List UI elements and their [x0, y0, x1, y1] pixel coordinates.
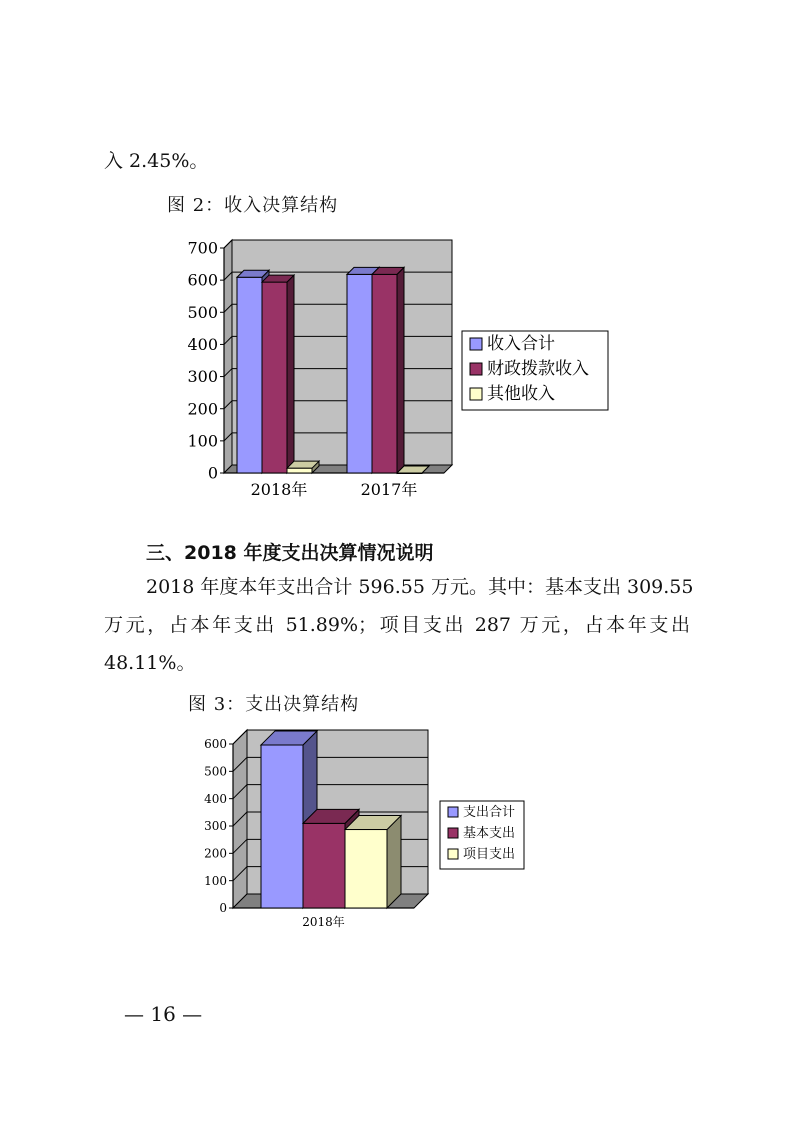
bar-1-1: [261, 745, 303, 908]
figure-3-caption: 图 3：支出决算结构: [188, 694, 360, 715]
bar-2-1: [347, 274, 372, 473]
chart-expenditure-structure: [0, 730, 793, 940]
text-line-continuation: 入 2.45%。: [104, 150, 209, 172]
figure-2-caption: 图 2：收入决算结构: [167, 195, 339, 216]
y-tick-label: 500: [204, 764, 227, 779]
y-tick-label: 600: [187, 270, 218, 290]
y-tick-label: 300: [204, 819, 227, 834]
bar-1-2: [262, 282, 287, 473]
x-category-label: 2018年: [250, 480, 308, 499]
paragraph-line-2: 万元，占本年支出 51.89%；项目支出 287 万元，占本年支出: [104, 614, 690, 636]
legend-swatch: [470, 338, 482, 350]
legend-swatch: [448, 849, 458, 859]
y-tick-label: 600: [204, 737, 227, 752]
y-tick-label: 0: [207, 463, 218, 483]
page-number: — 16 —: [124, 1002, 203, 1026]
y-tick-label: 100: [187, 431, 218, 451]
y-tick-label: 0: [219, 901, 227, 916]
bar-1-3: [287, 468, 312, 473]
legend-label: 支出合计: [463, 805, 516, 820]
legend-swatch: [470, 388, 482, 400]
y-tick-label: 200: [187, 399, 218, 419]
chart-side-wall: [224, 240, 232, 473]
y-tick-label: 700: [187, 238, 218, 258]
y-tick-label: 500: [187, 302, 218, 322]
y-tick-label: 400: [187, 335, 218, 355]
bar-1-1: [237, 277, 262, 473]
legend-label: 其他收入: [487, 384, 555, 404]
paragraph-line-1: 2018 年度本年支出合计 596.55 万元。其中：基本支出 309.55: [146, 576, 694, 598]
bar-1-2: [303, 823, 345, 908]
legend-label: 项目支出: [463, 847, 516, 862]
legend-swatch: [448, 807, 458, 817]
x-category-label: 2018年: [302, 915, 345, 929]
legend-swatch: [470, 363, 482, 375]
bar-1-3: [345, 830, 387, 908]
y-tick-label: 400: [204, 791, 227, 806]
legend-label: 基本支出: [463, 826, 516, 841]
y-tick-label: 200: [204, 846, 227, 861]
legend-label: 收入合计: [487, 334, 555, 354]
y-tick-label: 300: [187, 367, 218, 387]
bar-side: [287, 275, 294, 473]
legend-swatch: [448, 828, 458, 838]
bar-2-2: [372, 274, 397, 473]
bar-side: [387, 816, 401, 908]
legend-label: 财政拨款收入: [487, 359, 589, 379]
paragraph-line-3: 48.11%。: [104, 652, 196, 674]
chart-income-structure: [0, 230, 793, 510]
y-tick-label: 100: [204, 873, 227, 888]
x-category-label: 2017年: [360, 480, 418, 499]
section-heading: 三、2018 年度支出决算情况说明: [146, 542, 434, 564]
bar-side: [397, 267, 404, 473]
